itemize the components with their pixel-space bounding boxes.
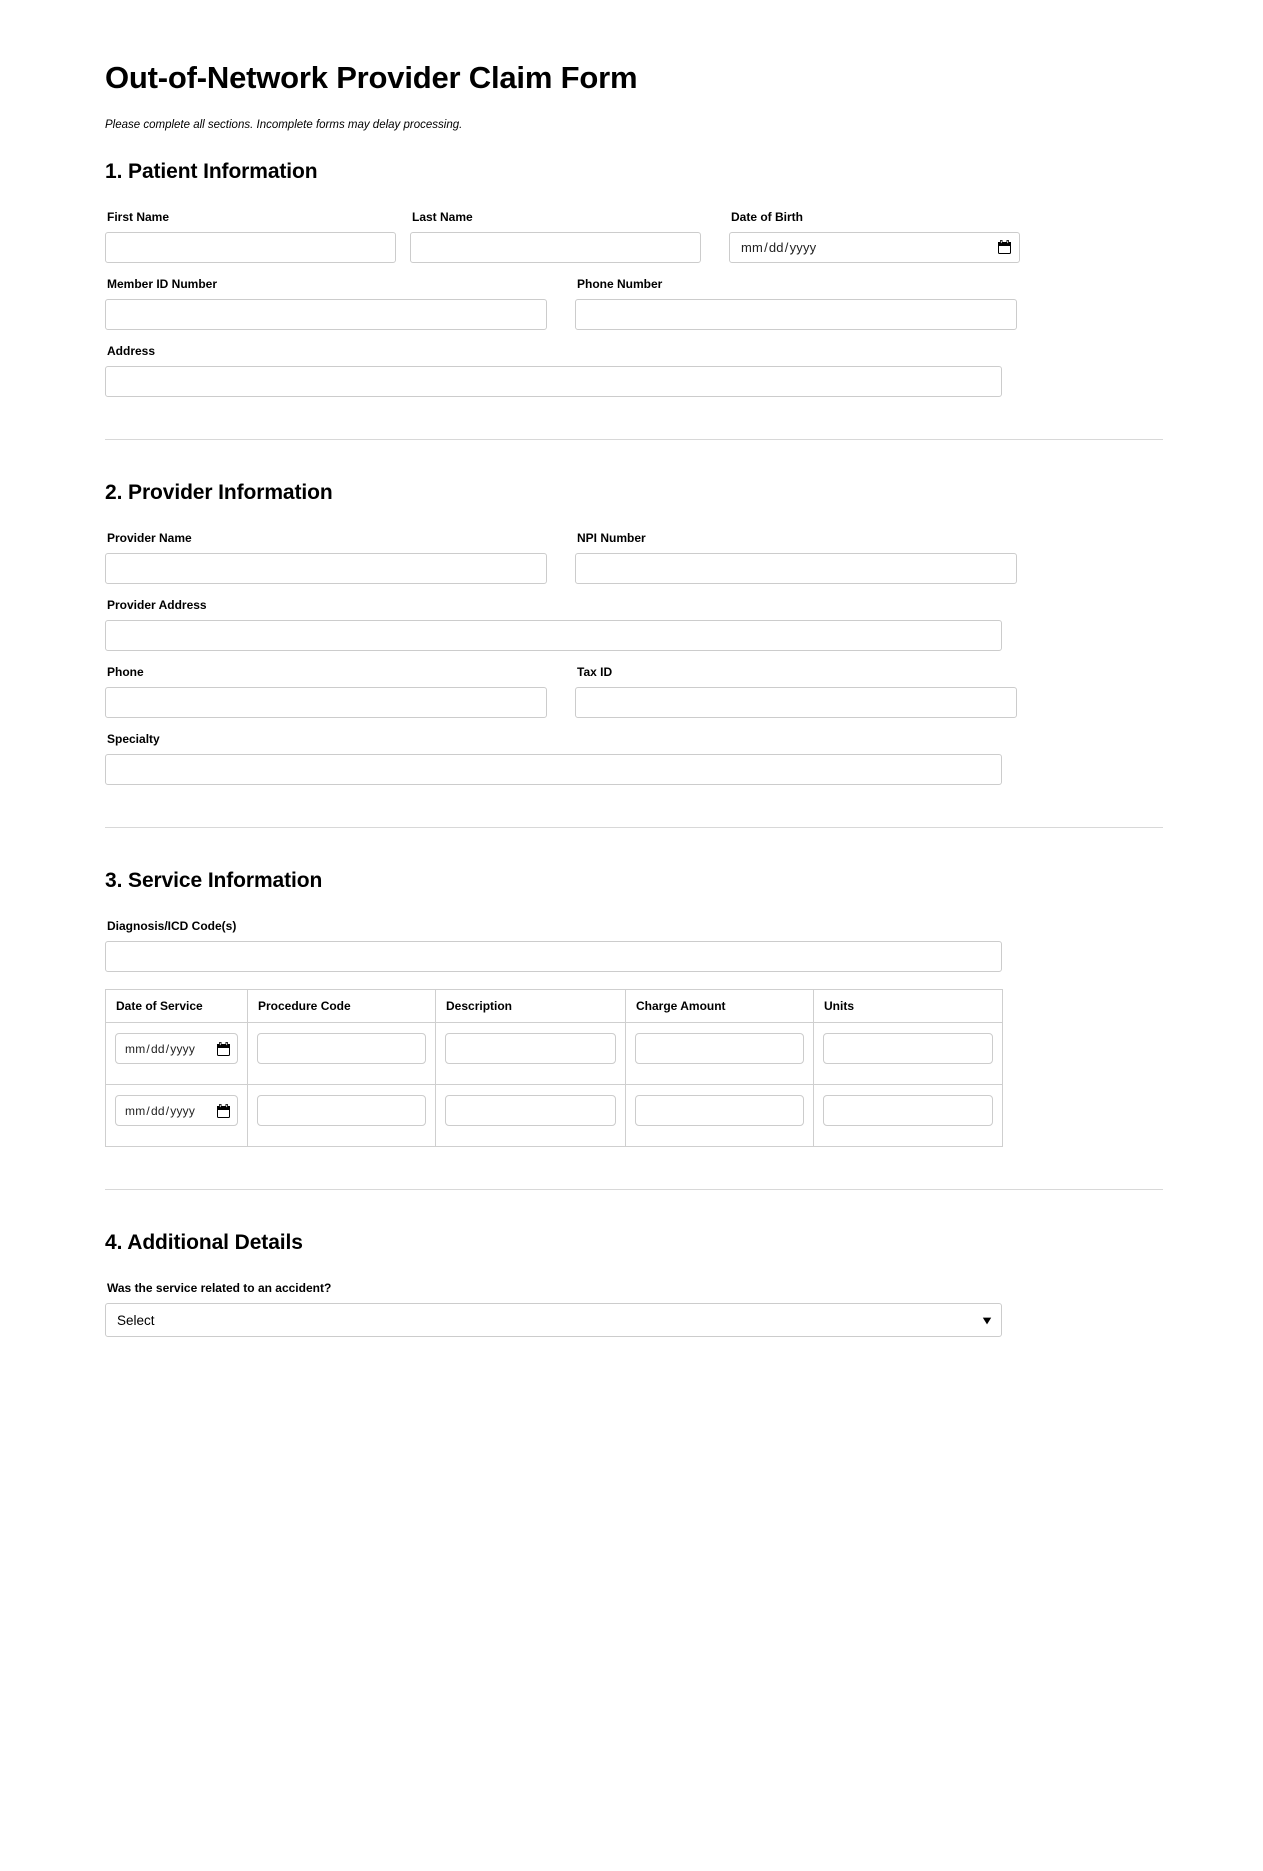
form-subtitle: Please complete all sections. Incomplete forms may delay processing. [105,118,463,131]
diagnosis-codes-label: Diagnosis/ICD Code(s) [107,919,237,934]
field-diagnosis-codes [105,919,1002,972]
table-row [106,1085,1003,1147]
dos1-dd: dd [150,1041,165,1056]
divider-3 [105,1189,1163,1190]
dos2-dd: dd [150,1103,165,1118]
section-4-heading: 4. Additional Details [105,1231,303,1255]
calendar-icon[interactable] [998,240,1011,254]
units-input-row-1[interactable] [823,1033,993,1064]
dos2-yyyy: yyyy [170,1103,196,1118]
column-header-charge-amount: Charge Amount [626,990,814,1023]
description-input-row-1[interactable] [445,1033,616,1064]
first-name-label: First Name [107,209,170,224]
charge-amount-input-row-2[interactable] [635,1095,804,1126]
diagnosis-row [105,919,1163,972]
procedure-code-input-row-1[interactable] [257,1033,426,1064]
patient-address-row [105,344,1163,397]
dos2-sep-2: / [165,1103,170,1118]
field-first-name [105,210,396,263]
field-last-name [410,210,701,263]
table-row [106,1023,1003,1085]
field-tax-id [575,665,1017,718]
field-provider-name [105,531,547,584]
accident-related-row [105,1281,1163,1337]
cell-date-of-service [106,1085,248,1147]
provider-name-label: Provider Name [107,530,192,545]
section-provider-information [105,480,1163,785]
section-additional-details [105,1230,1163,1337]
service-date-input-row-2[interactable] [115,1095,238,1126]
field-address [105,344,1002,397]
accident-related-select[interactable] [105,1303,1002,1337]
dos2-mm: mm [125,1103,146,1118]
provider-specialty-row [105,732,1163,785]
dos1-mm: mm [125,1041,146,1056]
divider-2 [105,827,1163,828]
address-input[interactable] [105,366,1002,397]
phone-number-input[interactable] [575,299,1017,330]
date-of-birth-label: Date of Birth [731,209,803,224]
chevron-down-icon[interactable]: ▾ [983,1313,991,1328]
provider-name-row [105,531,1163,584]
last-name-input[interactable] [410,232,701,263]
service-table-head [106,990,1003,1023]
cell-charge-amount [626,1085,814,1147]
provider-name-input[interactable] [105,553,547,584]
npi-number-input[interactable] [575,553,1017,584]
date-of-birth-placeholder [741,240,816,255]
provider-address-input[interactable] [105,620,1002,651]
cell-charge-amount [626,1023,814,1085]
field-specialty [105,732,1002,785]
address-label: Address [107,343,156,358]
page-title: Out-of-Network Provider Claim Form [105,60,638,95]
date-of-birth-input[interactable] [729,232,1020,263]
dob-sep-2: / [784,239,789,255]
section-3-heading: 3. Service Information [105,868,323,892]
member-id-label: Member ID Number [107,276,218,291]
patient-name-row [105,210,1163,263]
section-patient-information [105,159,1163,397]
dob-dd: dd [768,239,784,255]
specialty-label: Specialty [107,731,160,746]
first-name-input[interactable] [105,232,396,263]
dos1-sep-1: / [146,1041,150,1056]
patient-contact-row [105,277,1163,330]
description-input-row-2[interactable] [445,1095,616,1126]
dob-sep-1: / [764,239,768,255]
dos1-yyyy: yyyy [170,1041,196,1056]
dos2-sep-1: / [146,1103,150,1118]
accident-related-selected-value: Select [117,1312,155,1328]
cell-units [814,1023,1003,1085]
service-date-placeholder-row-1 [125,1042,195,1056]
section-service-information [105,868,1163,1147]
diagnosis-codes-input[interactable] [105,941,1002,972]
page-bottom-spacer [105,1351,1163,1871]
provider-contact-row [105,665,1163,718]
column-header-procedure-code: Procedure Code [248,990,436,1023]
cell-description [436,1085,626,1147]
specialty-input[interactable] [105,754,1002,785]
column-header-date-of-service: Date of Service [106,990,248,1023]
tax-id-label: Tax ID [577,664,613,679]
calendar-icon[interactable] [217,1104,230,1118]
divider-1 [105,439,1163,440]
service-lines-table [105,989,1003,1147]
service-date-placeholder-row-2 [125,1104,195,1118]
field-accident-related [105,1281,1002,1337]
service-table-body [106,1023,1003,1147]
provider-address-label: Provider Address [107,597,207,612]
cell-procedure-code [248,1085,436,1147]
field-provider-address [105,598,1002,651]
units-input-row-2[interactable] [823,1095,993,1126]
cell-units [814,1085,1003,1147]
charge-amount-input-row-1[interactable] [635,1033,804,1064]
column-header-units: Units [814,990,1003,1023]
claim-form [105,60,1163,1871]
service-table-header-row [106,990,1003,1023]
cell-date-of-service [106,1023,248,1085]
section-1-heading: 1. Patient Information [105,159,318,183]
procedure-code-input-row-2[interactable] [257,1095,426,1126]
dob-mm: mm [741,239,764,255]
provider-phone-label: Phone [107,664,144,679]
field-npi-number [575,531,1017,584]
dos1-sep-2: / [165,1041,170,1056]
provider-phone-input[interactable] [105,687,547,718]
npi-number-label: NPI Number [577,530,646,545]
field-date-of-birth [729,210,1020,263]
section-2-heading: 2. Provider Information [105,480,333,504]
provider-address-row [105,598,1163,651]
last-name-label: Last Name [412,209,473,224]
calendar-icon[interactable] [217,1042,230,1056]
dob-yyyy: yyyy [789,239,817,255]
field-provider-phone [105,665,547,718]
phone-number-label: Phone Number [577,276,663,291]
field-member-id [105,277,547,330]
cell-procedure-code [248,1023,436,1085]
cell-description [436,1023,626,1085]
accident-related-label: Was the service related to an accident? [107,1281,332,1296]
service-date-input-row-1[interactable] [115,1033,238,1064]
field-phone-number [575,277,1017,330]
column-header-description: Description [436,990,626,1023]
tax-id-input[interactable] [575,687,1017,718]
member-id-input[interactable] [105,299,547,330]
